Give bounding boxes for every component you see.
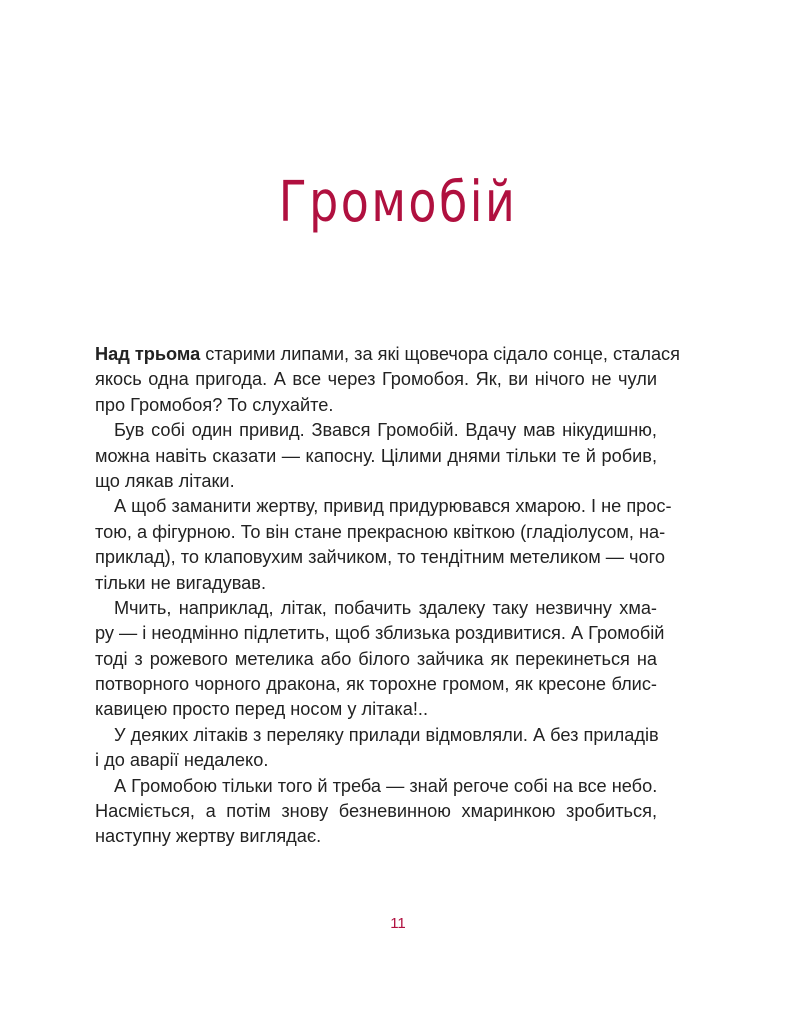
text-line: кавицею просто перед носом у літака!.. <box>95 699 429 720</box>
text-line: Мчить, наприклад, літак, побачить здалеку таку незвичну хма- <box>114 597 657 618</box>
lead-in-bold: Над трьома <box>95 344 201 364</box>
text-line: Був собі один привид. Звався Громобій. Вдачу мав нікудишню, <box>114 420 657 441</box>
story-text <box>95 342 680 850</box>
text-line: ру — і неодмінно підлетить, щоб зблизька роздивитися. А Громобій <box>95 623 665 644</box>
text-line: якось одна пригода. А все через Громобоя. Як, ви нічого не чули <box>95 369 657 390</box>
text-line: і до аварії недалеко. <box>95 750 269 771</box>
text-line: що лякав літаки. <box>95 470 235 491</box>
text-line: тою, а фігурною. То він стане прекрасною квіткою (гладіолусом, на- <box>95 521 666 542</box>
text-line <box>95 342 680 367</box>
text-line: Насміється, а потім знову безневинною хмаринкою зробиться, <box>95 801 657 822</box>
text-line: приклад), то клаповухим зайчиком, то тендітним метеликом — чого <box>95 547 665 568</box>
text-line: У деяких літаків з переляку прилади відмовляли. А без приладів <box>114 724 659 745</box>
text-line: тільки не вигадував. <box>95 572 267 593</box>
text-line: А Громобою тільки того й треба — знай регоче собі на все небо. <box>114 775 658 796</box>
text-line: можна навіть сказати — капосну. Цілими днями тільки те й робив, <box>95 445 657 466</box>
text-line: потворного чорного дракона, як торохне громом, як кресоне блис- <box>95 674 657 695</box>
text-line: наступну жертву виглядає. <box>95 826 322 847</box>
chapter-title: Громобій <box>278 170 518 235</box>
page-number: 11 <box>390 915 406 932</box>
text-fragment: старими липами, за які щовечора сідало сонце, сталася <box>200 344 680 364</box>
text-line: А щоб заманити жертву, привид придурювався хмарою. І не прос- <box>114 496 672 517</box>
text-line: тоді з рожевого метелика або білого зайчика як перекинеться на <box>95 648 657 669</box>
text-line: про Громобоя? То слухайте. <box>95 394 334 415</box>
